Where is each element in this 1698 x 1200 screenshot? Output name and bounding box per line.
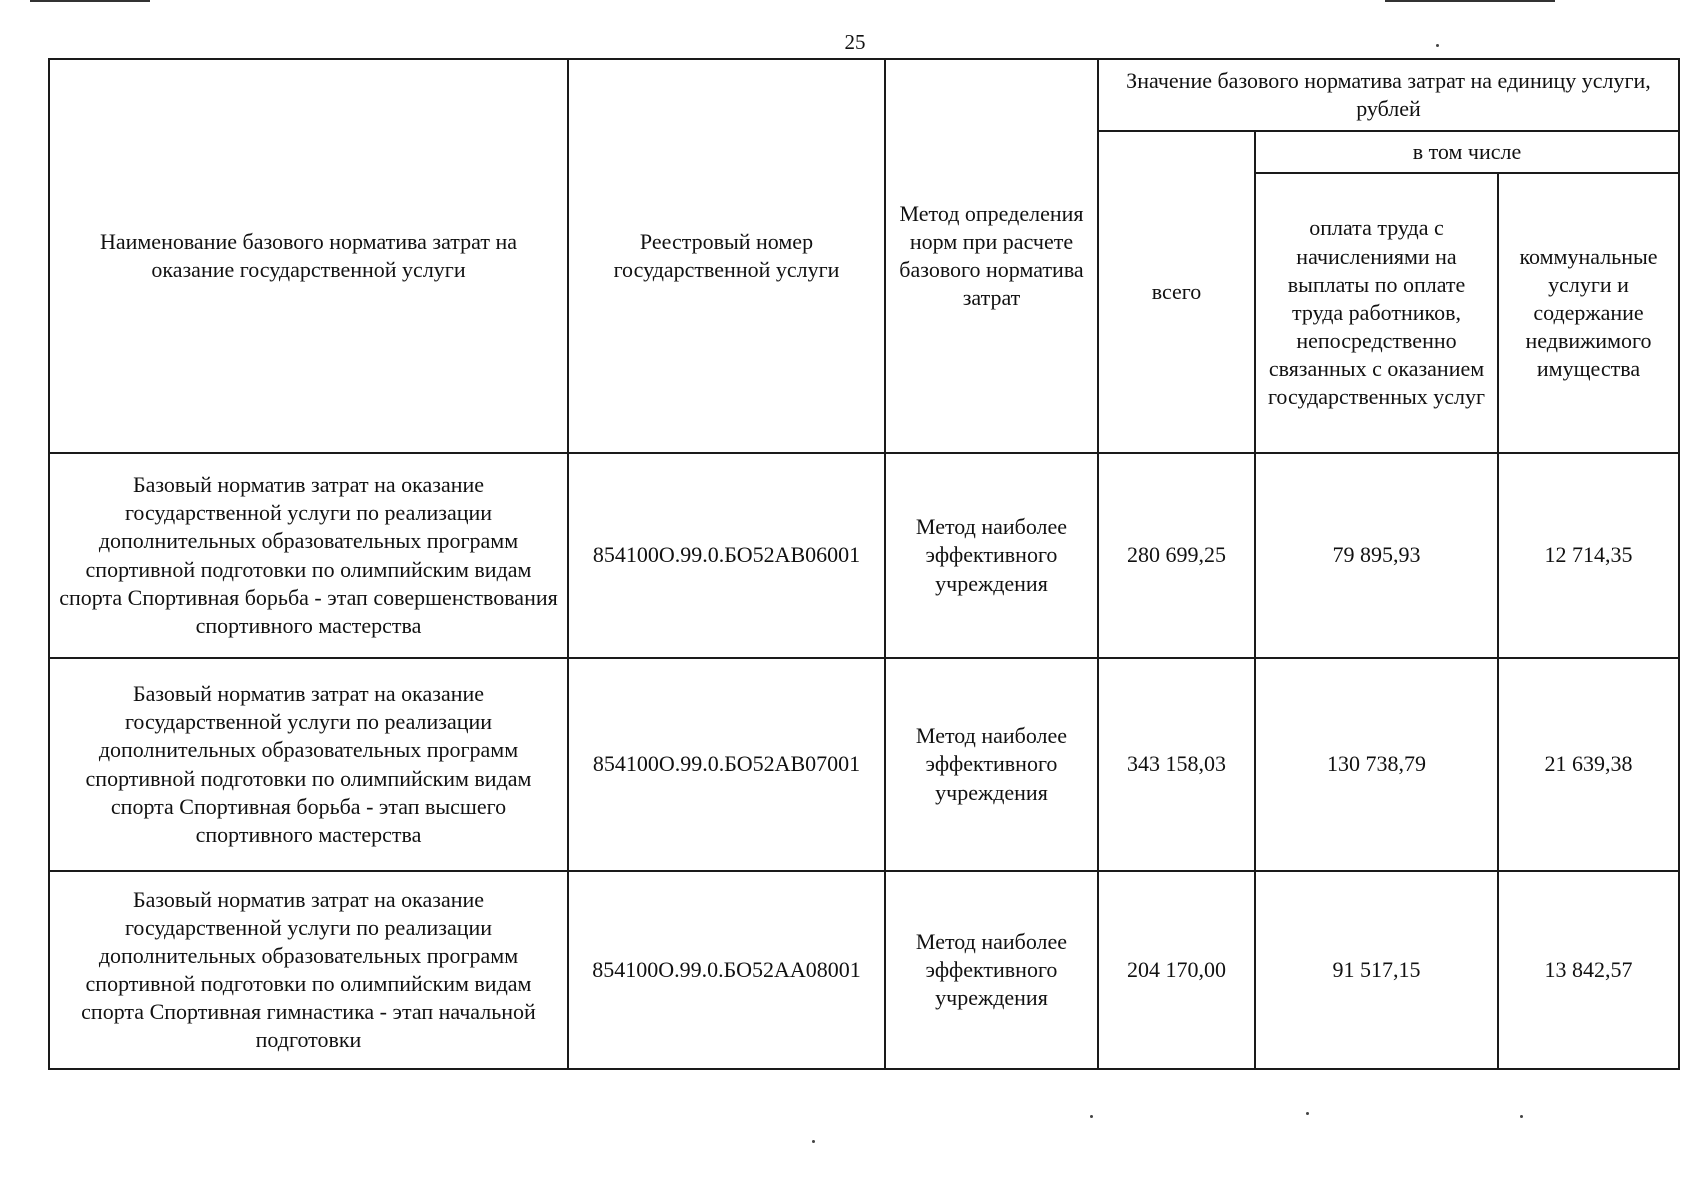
scan-speck <box>1306 1112 1309 1115</box>
header-total: всего <box>1098 131 1255 453</box>
header-including: в том числе <box>1255 131 1679 173</box>
table-row <box>49 871 1679 1069</box>
top-left-rule <box>30 0 150 2</box>
row-method: Метод наиболее эффективного учреждения <box>885 658 1098 871</box>
row-labor: 91 517,15 <box>1255 871 1498 1069</box>
header-row-1 <box>49 59 1679 131</box>
header-registry: Реестровый номер государственной услуги <box>568 59 885 453</box>
table-row <box>49 453 1679 658</box>
row-utilities: 13 842,57 <box>1498 871 1679 1069</box>
scan-speck <box>1520 1115 1523 1118</box>
row-labor: 130 738,79 <box>1255 658 1498 871</box>
row-utilities: 12 714,35 <box>1498 453 1679 658</box>
row-registry: 854100О.99.0.БО52АВ07001 <box>568 658 885 871</box>
header-utilities: коммунальные услуги и содержание недвижимого имущества <box>1498 173 1679 453</box>
row-method: Метод наиболее эффективного учреждения <box>885 871 1098 1069</box>
row-utilities: 21 639,38 <box>1498 658 1679 871</box>
row-name: Базовый норматив затрат на оказание государственной услуги по реализации дополнительных образовательных программ спортивной подготовки по олимпийским видам спорта Спортивная гимнастика - этап начальной подготовки <box>49 871 568 1069</box>
header-value-group: Значение базового норматива затрат на единицу услуги, рублей <box>1098 59 1679 131</box>
row-total: 280 699,25 <box>1098 453 1255 658</box>
header-method: Метод определения норм при расчете базового норматива затрат <box>885 59 1098 453</box>
row-labor: 79 895,93 <box>1255 453 1498 658</box>
scan-speck <box>1090 1115 1093 1118</box>
header-name: Наименование базового норматива затрат на оказание государственной услуги <box>49 59 568 453</box>
scan-speck <box>812 1140 815 1143</box>
scan-speck <box>1436 44 1439 47</box>
header-labor: оплата труда с начислениями на выплаты по оплате труда работников, непосредственно связанных с оказанием государственных услуг <box>1255 173 1498 453</box>
row-total: 343 158,03 <box>1098 658 1255 871</box>
row-name: Базовый норматив затрат на оказание государственной услуги по реализации дополнительных образовательных программ спортивной подготовки по олимпийским видам спорта Спортивная борьба - этап совершенствования спортивного мастерства <box>49 453 568 658</box>
row-name: Базовый норматив затрат на оказание государственной услуги по реализации дополнительных образовательных программ спортивной подготовки по олимпийским видам спорта Спортивная борьба - этап высшего спортивного мастерства <box>49 658 568 871</box>
top-right-rule <box>1385 0 1555 2</box>
cost-norms-table <box>48 58 1680 1070</box>
row-registry: 854100О.99.0.БО52АА08001 <box>568 871 885 1069</box>
row-method: Метод наиболее эффективного учреждения <box>885 453 1098 658</box>
table-row <box>49 658 1679 871</box>
page-number: 25 <box>844 30 866 54</box>
row-registry: 854100О.99.0.БО52АВ06001 <box>568 453 885 658</box>
row-total: 204 170,00 <box>1098 871 1255 1069</box>
